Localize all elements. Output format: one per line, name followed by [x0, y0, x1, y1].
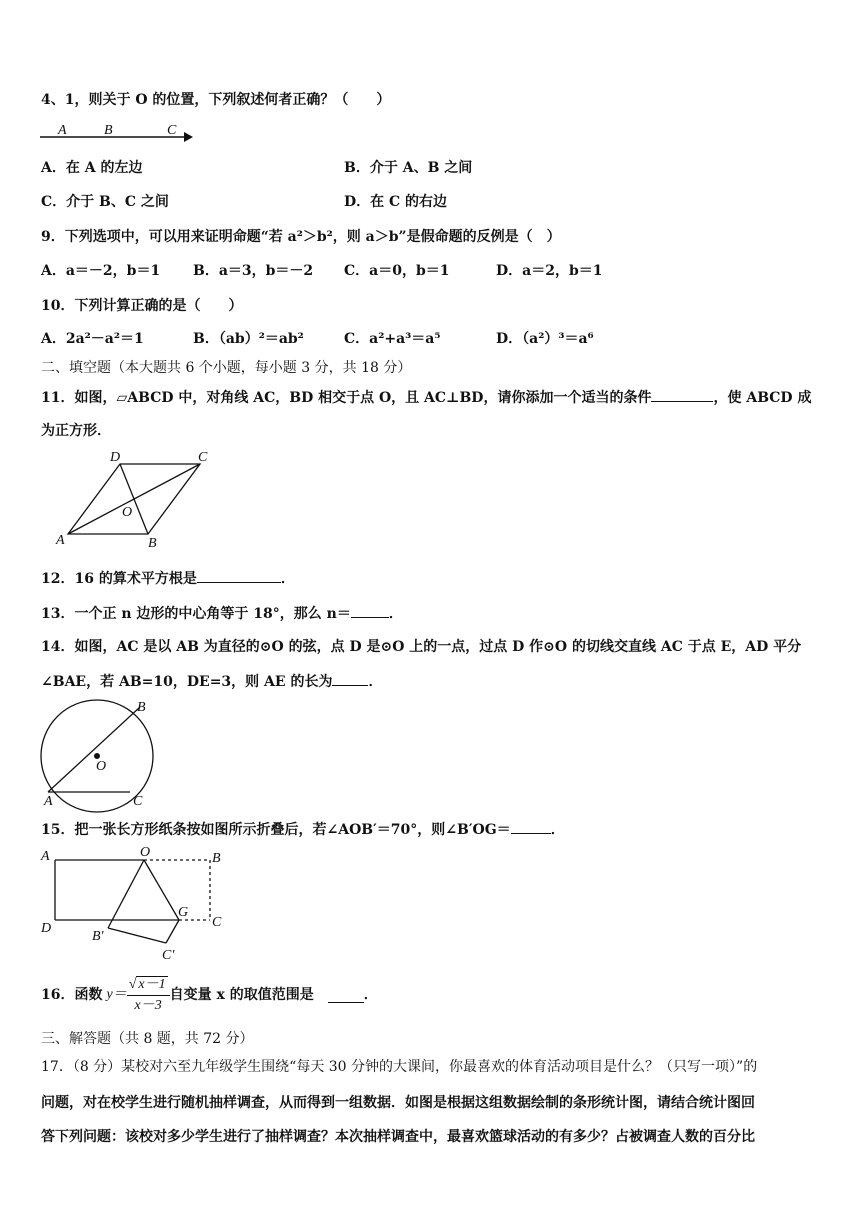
vertex-label-b: B — [148, 536, 157, 551]
point-label-b: B — [104, 123, 113, 138]
q8-option-a: A．在 A 的左边 — [41, 160, 143, 176]
q15-text-b: ． — [550, 822, 565, 838]
q14-answer-blank[interactable] — [332, 671, 368, 686]
q10-option-c: C．a²+a³＝a⁵ — [344, 331, 441, 347]
q12-line — [41, 568, 295, 589]
q13-line — [41, 603, 403, 624]
vertex-label-c: C — [198, 450, 208, 465]
q16-denominator: x－3 — [134, 997, 162, 1013]
q15-text-a: 15．把一张长方形纸条按如图所示折叠后，若∠AOB′＝70°，则∠B′OG＝ — [41, 822, 511, 838]
q11-text-b: ，使 ABCD 成 — [713, 390, 812, 406]
q9-option-b: B．a＝3，b＝－2 — [193, 263, 314, 279]
q10-option-d: D．（a²）³＝a⁶ — [496, 331, 594, 347]
q13-answer-blank[interactable] — [351, 603, 389, 618]
section-2-heading: 二、填空题（本大题共 6 个小题，每小题 3 分，共 18 分） — [41, 360, 412, 376]
q10-stem: 10．下列计算正确的是（ ） — [41, 298, 243, 314]
circle-figure — [30, 695, 170, 810]
q9-stem: 9．下列选项中，可以用来证明命题“若 a²＞b²，则 a＞b”是假命题的反例是（ ） — [41, 229, 561, 245]
q9-option-a: A．a＝－2，b＝1 — [41, 263, 161, 279]
fold-label-c-prime: C′ — [162, 948, 175, 963]
vertex-label-a: A — [56, 533, 65, 548]
point-label-a: A — [58, 123, 67, 138]
q11-answer-blank[interactable] — [651, 387, 713, 402]
circle-label-c: C — [133, 794, 143, 809]
q10-option-a: A．2a²－a²＝1 — [41, 331, 144, 347]
q8-option-d: D．在 C 的右边 — [344, 194, 448, 210]
parallelogram-figure — [50, 452, 225, 552]
number-line-figure — [40, 120, 200, 144]
q13-text-b: ． — [388, 606, 403, 622]
fold-label-d: D — [41, 921, 52, 936]
q11-line-2: 为正方形． — [41, 423, 111, 439]
fold-label-b-prime: B′ — [92, 929, 104, 944]
circle-label-a: A — [44, 794, 53, 809]
q14-text-a: ∠BAE，若 AB=10，DE=3，则 AE 的长为 — [41, 674, 333, 690]
q16-text-c: ． — [363, 987, 378, 1003]
circle-label-b: B — [137, 700, 146, 715]
q10-option-b: B．（ab）²＝ab² — [193, 331, 304, 347]
q17-line-1: 17．（8 分）某校对六至九年级学生围绕“每天 30 分钟的大课间，你最喜欢的体育活动项目是什么？（只写一项）”的 — [41, 1059, 758, 1075]
q8-stem: 4、1，则关于 O 的位置，下列叙述何者正确？（ ） — [41, 92, 391, 108]
q9-option-d: D．a＝2，b＝1 — [496, 263, 603, 279]
q12-answer-blank[interactable] — [197, 568, 281, 583]
q16-text-b: 自变量 x 的取值范围是 — [169, 987, 314, 1003]
q8-option-b: B．介于 A、B 之间 — [344, 160, 473, 176]
folded-strip-figure — [38, 842, 238, 967]
vertex-label-d: D — [110, 450, 121, 465]
q16-answer-blank[interactable] — [328, 988, 364, 1003]
section-3-heading: 三、解答题（共 8 题，共 72 分） — [41, 1031, 254, 1047]
q16-fraction: $\frac{√ x-1}{x-3}$ — [127, 975, 170, 1016]
q14-text-b: ． — [368, 674, 383, 690]
center-label-o: O — [122, 505, 133, 520]
q9-option-c: C．a＝0，b＝1 — [344, 263, 450, 279]
fold-label-c: C — [212, 915, 222, 930]
q17-line-2: 问题，对在校学生进行随机抽样调查，从而得到一组数据．如图是根据这组数据绘制的条形统计图，请结合统计图回 — [41, 1095, 755, 1111]
q16-line — [41, 972, 378, 1018]
q11-text-a: 11．如图，▱ABCD 中，对角线 AC，BD 相交于点 O，且 AC⊥BD，请你添加一个适当的条件 — [41, 390, 652, 406]
q14-line-2 — [41, 671, 382, 692]
fold-label-o: O — [140, 845, 151, 860]
q16-text-a: 16．函数 — [41, 987, 103, 1003]
q13-text-a: 13．一个正 n 边形的中心角等于 18°，那么 n＝ — [41, 606, 351, 622]
q16-numerator: x－1 — [138, 976, 166, 992]
q16-function-y: y＝ — [106, 987, 127, 1002]
q11-line-1 — [41, 387, 811, 408]
q17-line-3: 答下列问题：该校对多少学生进行了抽样调查？本次抽样调查中，最喜欢篮球活动的有多少？占被调查人数的百分比 — [41, 1129, 755, 1145]
circle-label-o: O — [96, 759, 107, 774]
fold-label-g: G — [178, 905, 189, 920]
fold-label-b: B — [212, 851, 221, 866]
fold-label-a: A — [41, 849, 50, 864]
q12-text-b: ． — [280, 571, 295, 587]
q14-line-1: 14．如图，AC 是以 AB 为直径的⊙O 的弦，点 D 是⊙O 上的一点，过点 D 作⊙O 的切线交直线 AC 于点 E，AD 平分 — [41, 639, 802, 655]
q12-text-a: 12．16 的算术平方根是 — [41, 571, 197, 587]
point-label-c: C — [167, 123, 177, 138]
q8-option-c: C．介于 B、C 之间 — [41, 194, 169, 210]
q15-line — [41, 819, 565, 840]
q15-answer-blank[interactable] — [511, 819, 551, 834]
